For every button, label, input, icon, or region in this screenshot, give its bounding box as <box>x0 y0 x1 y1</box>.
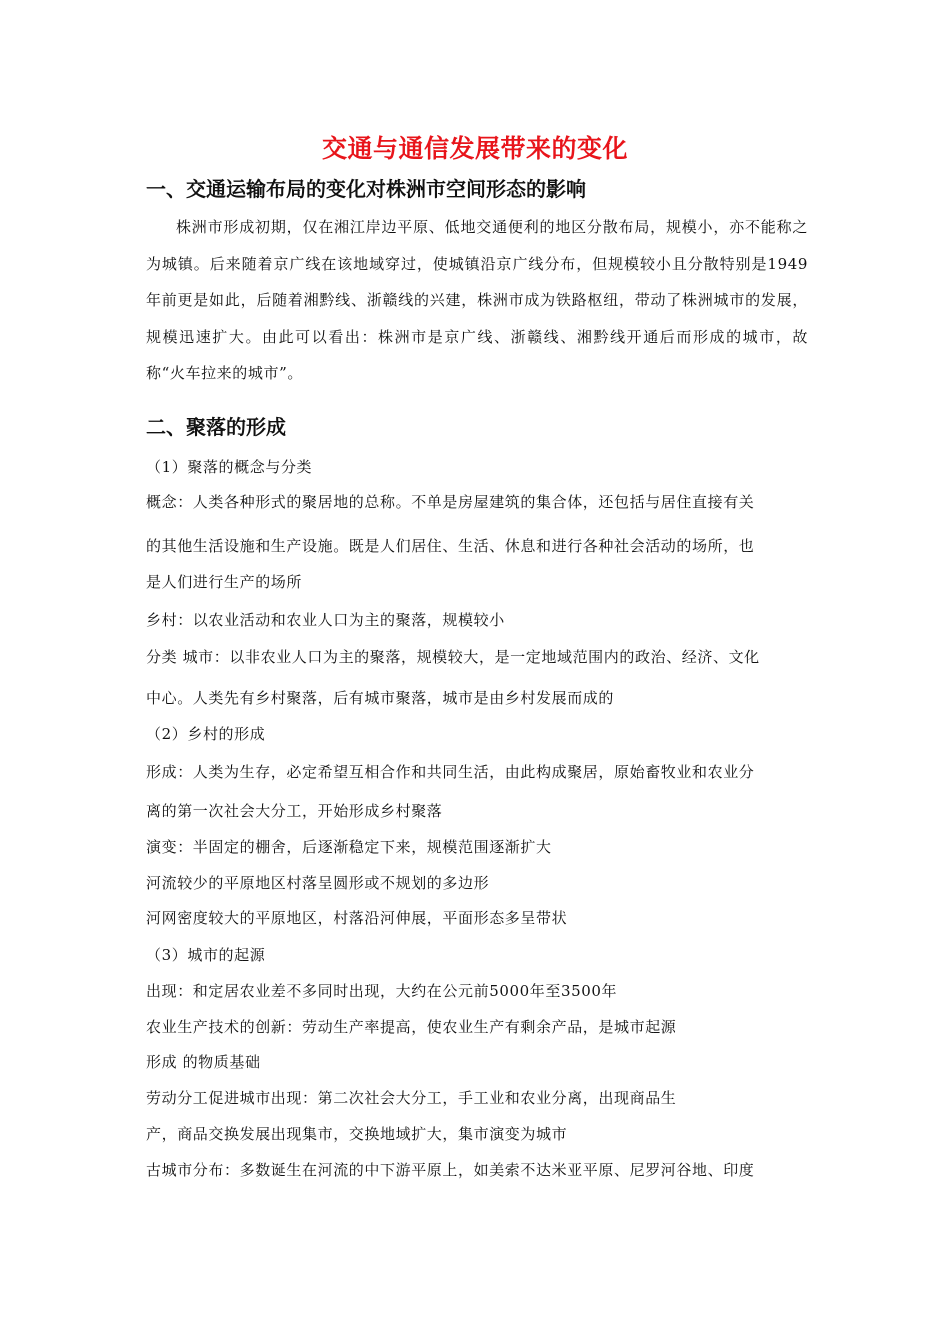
text-line: 农业生产技术的创新：劳动生产率提高，使农业生产有剩余产品，是城市起源 <box>146 1018 677 1036</box>
text-line: 河流较少的平原地区村落呈圆形或不规划的多边形 <box>146 874 490 892</box>
paragraph-zhuzhou: 株洲市形成初期，仅在湘江岸边平原、低地交通便利的地区分散布局，规模小，亦不能称之为城镇。后来随着京广线在该地域穿过，使城镇沿京广线分布，但规模较小且分散特别是1949年前更是如此，后随着湘黔线、浙赣线的兴建，株洲市成为铁路枢纽，带动了株洲城市的发展，规模迅速扩大。由此可以看出：株洲市是京广线、浙赣线、湘黔线开通后而形成的城市，故称“火车拉来的城市”。 <box>146 218 808 382</box>
subheading-settlement-concept: （1）聚落的概念与分类 <box>146 458 313 476</box>
section-heading-transport: 一、交通运输布局的变化对株洲市空间形态的影响 <box>146 177 586 201</box>
text-line: 形成 的物质基础 <box>146 1053 261 1071</box>
text-line: 的其他生活设施和生产设施。既是人们居住、生活、休息和进行各种社会活动的场所，也 <box>146 537 755 555</box>
text-line: 演变：半固定的棚舍，后逐渐稳定下来，规模范围逐渐扩大 <box>146 838 552 856</box>
text-line: 劳动分工促进城市出现：第二次社会大分工，手工业和农业分离，出现商品生 <box>146 1089 677 1107</box>
text-line: 古城市分布：多数诞生在河流的中下游平原上，如美索不达米亚平原、尼罗河谷地、印度 <box>146 1161 755 1179</box>
text-line: 产，商品交换发展出现集市，交换地域扩大，集市演变为城市 <box>146 1125 568 1143</box>
text-line: 分类 城市：以非农业人口为主的聚落，规模较大，是一定地域范围内的政治、经济、文化 <box>146 648 760 666</box>
text-line: 是人们进行生产的场所 <box>146 573 303 591</box>
section-heading-settlement: 二、聚落的形成 <box>146 415 286 439</box>
text-line: 中心。人类先有乡村聚落，后有城市聚落，城市是由乡村发展而成的 <box>146 689 615 707</box>
text-line: 离的第一次社会大分工，开始形成乡村聚落 <box>146 802 443 820</box>
text-line: 出现：和定居农业差不多同时出现，大约在公元前5000年至3500年 <box>146 982 618 1000</box>
text-line: 乡村：以农业活动和农业人口为主的聚落，规模较小 <box>146 611 505 629</box>
text-line: 河网密度较大的平原地区，村落沿河伸展，平面形态多呈带状 <box>146 909 568 927</box>
text-line: 形成：人类为生存，必定希望互相合作和共同生活，由此构成聚居，原始畜牧业和农业分 <box>146 763 755 781</box>
subheading-city-origin: （3）城市的起源 <box>146 946 266 964</box>
document-title: 交通与通信发展带来的变化 <box>321 134 628 163</box>
text-line: 概念：人类各种形式的聚居地的总称。不单是房屋建筑的集合体，还包括与居住直接有关 <box>146 493 755 511</box>
subheading-village-formation: （2）乡村的形成 <box>146 725 266 743</box>
